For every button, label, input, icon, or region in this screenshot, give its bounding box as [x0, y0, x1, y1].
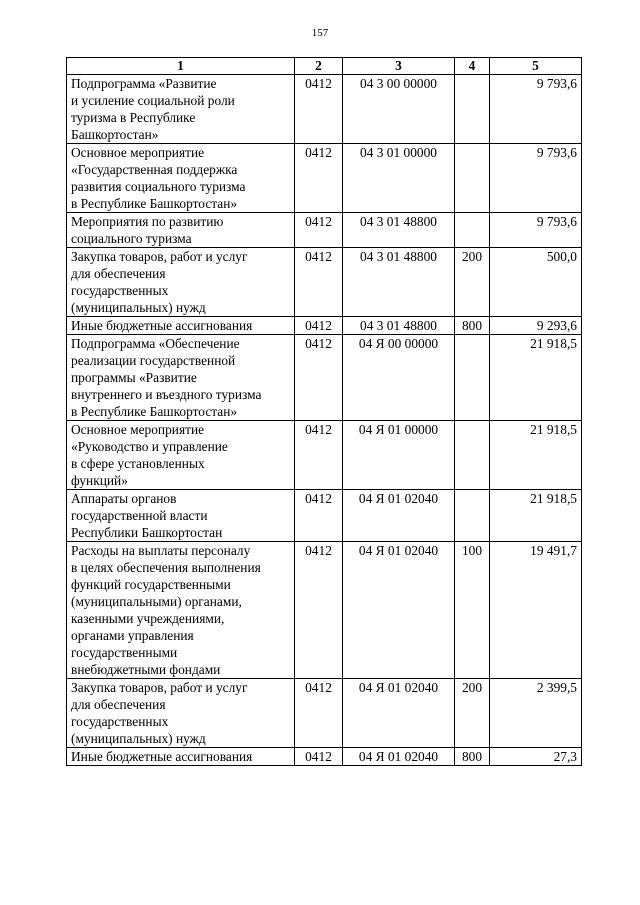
row-name-line: реализации государственной: [71, 353, 236, 368]
row-name-line: Аппараты органов: [71, 491, 177, 506]
row-section-code: 0412: [295, 542, 343, 679]
row-target-article: 04 3 01 48800: [343, 317, 455, 335]
header-col-4: 4: [455, 58, 490, 75]
row-name-line: Башкортостан»: [71, 127, 159, 142]
row-name: [67, 75, 295, 144]
row-name-line: (муниципальными) органами,: [71, 594, 242, 609]
row-name-line: (муниципальных) нужд: [71, 731, 206, 746]
row-amount: 9 793,6: [490, 75, 582, 144]
row-name-line: государственными: [71, 645, 178, 660]
row-name-line: государственных: [71, 714, 169, 729]
row-amount: 9 793,6: [490, 213, 582, 248]
row-name-line: функций государственными: [71, 577, 231, 592]
row-target-article: 04 3 01 48800: [343, 248, 455, 317]
row-name: [67, 542, 295, 679]
row-target-article: 04 Я 01 00000: [343, 421, 455, 490]
row-name-line: государственных: [71, 283, 169, 298]
row-amount: 21 918,5: [490, 335, 582, 421]
table-row: [67, 421, 582, 490]
table-body: [67, 75, 582, 766]
row-name: [67, 421, 295, 490]
row-name-line: в Республике Башкортостан»: [71, 196, 238, 211]
row-name-line: Основное мероприятие: [71, 422, 205, 437]
row-amount: 9 793,6: [490, 144, 582, 213]
row-name: [67, 335, 295, 421]
row-name-line: «Государственная поддержка: [71, 162, 238, 177]
page-number: 157: [311, 27, 329, 39]
row-section-code: 0412: [295, 335, 343, 421]
row-amount: 19 491,7: [490, 542, 582, 679]
row-expense-type: 800: [455, 317, 490, 335]
row-name-line: Мероприятия по развитию: [71, 214, 224, 229]
row-name-line: органами управления: [71, 628, 194, 643]
row-amount: 27,3: [490, 748, 582, 766]
row-section-code: 0412: [295, 421, 343, 490]
row-target-article: 04 Я 01 02040: [343, 748, 455, 766]
row-target-article: 04 Я 01 02040: [343, 490, 455, 542]
row-name: [67, 248, 295, 317]
row-name-line: (муниципальных) нужд: [71, 300, 206, 315]
table-row: [67, 490, 582, 542]
row-expense-type: [455, 213, 490, 248]
row-expense-type: [455, 75, 490, 144]
row-expense-type: 100: [455, 542, 490, 679]
row-section-code: 0412: [295, 213, 343, 248]
row-name: [67, 490, 295, 542]
row-name-line: казенными учреждениями,: [71, 611, 225, 626]
row-name-line: для обеспечения: [71, 266, 166, 281]
row-expense-type: 800: [455, 748, 490, 766]
header-row: [67, 58, 582, 75]
row-expense-type: [455, 335, 490, 421]
row-name-line: функций»: [71, 473, 128, 488]
row-name-line: Иные бюджетные ассигнования: [71, 749, 253, 764]
row-name-line: государственной власти: [71, 508, 208, 523]
row-name-line: программы «Развитие: [71, 370, 197, 385]
row-name-line: Расходы на выплаты персоналу: [71, 543, 251, 558]
row-target-article: 04 Я 01 02040: [343, 679, 455, 748]
table-row: [67, 335, 582, 421]
table-row: [67, 542, 582, 679]
table-row: [67, 679, 582, 748]
table-row: [67, 748, 582, 766]
row-name-line: в Республике Башкортостан»: [71, 404, 238, 419]
table-row: [67, 317, 582, 335]
row-expense-type: 200: [455, 679, 490, 748]
header-col-5: 5: [490, 58, 582, 75]
row-expense-type: 200: [455, 248, 490, 317]
row-target-article: 04 3 01 00000: [343, 144, 455, 213]
table-row: [67, 75, 582, 144]
row-amount: 9 293,6: [490, 317, 582, 335]
row-name: [67, 317, 295, 335]
row-name-line: Закупка товаров, работ и услуг: [71, 680, 248, 695]
row-section-code: 0412: [295, 248, 343, 317]
row-amount: 2 399,5: [490, 679, 582, 748]
row-expense-type: [455, 421, 490, 490]
row-name: [67, 144, 295, 213]
table-row: [67, 144, 582, 213]
row-amount: 500,0: [490, 248, 582, 317]
row-expense-type: [455, 144, 490, 213]
row-name-line: в сфере установленных: [71, 456, 205, 471]
row-target-article: 04 3 00 00000: [343, 75, 455, 144]
row-section-code: 0412: [295, 748, 343, 766]
row-target-article: 04 3 01 48800: [343, 213, 455, 248]
row-section-code: 0412: [295, 679, 343, 748]
row-name-line: Закупка товаров, работ и услуг: [71, 249, 248, 264]
header-col-1: 1: [67, 58, 295, 75]
row-name-line: Подпрограмма «Развитие: [71, 76, 217, 91]
row-name: [67, 213, 295, 248]
row-name-line: Иные бюджетные ассигнования: [71, 318, 253, 333]
header-col-3: 3: [343, 58, 455, 75]
header-col-2: 2: [295, 58, 343, 75]
table-header: [67, 58, 582, 75]
row-section-code: 0412: [295, 144, 343, 213]
row-target-article: 04 Я 01 02040: [343, 542, 455, 679]
row-name: [67, 748, 295, 766]
row-name-line: внутреннего и въездного туризма: [71, 387, 262, 402]
row-name-line: внебюджетными фондами: [71, 662, 221, 677]
row-section-code: 0412: [295, 490, 343, 542]
row-amount: 21 918,5: [490, 421, 582, 490]
budget-table: [66, 57, 582, 766]
row-name-line: развития социального туризма: [71, 179, 246, 194]
row-name-line: социального туризма: [71, 231, 192, 246]
row-expense-type: [455, 490, 490, 542]
row-section-code: 0412: [295, 75, 343, 144]
row-name-line: Республики Башкортостан: [71, 525, 223, 540]
row-target-article: 04 Я 00 00000: [343, 335, 455, 421]
row-name-line: и усиление социальной роли: [71, 93, 235, 108]
row-name-line: туризма в Республике: [71, 110, 196, 125]
row-name-line: Подпрограмма «Обеспечение: [71, 336, 240, 351]
row-name-line: в целях обеспечения выполнения: [71, 560, 261, 575]
row-name-line: Основное мероприятие: [71, 145, 205, 160]
row-amount: 21 918,5: [490, 490, 582, 542]
row-name: [67, 679, 295, 748]
row-name-line: «Руководство и управление: [71, 439, 228, 454]
row-section-code: 0412: [295, 317, 343, 335]
row-name-line: для обеспечения: [71, 697, 166, 712]
table-row: [67, 248, 582, 317]
table-row: [67, 213, 582, 248]
